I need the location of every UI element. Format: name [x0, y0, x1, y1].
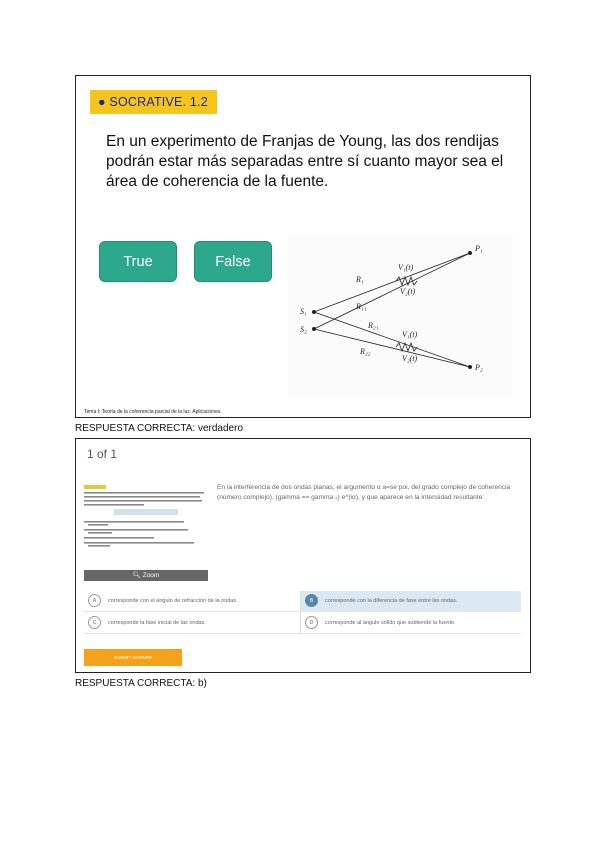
option-d-text: corresponde al ángulo sólido que subtiende la fuente.: [325, 620, 456, 626]
option-b-letter: B: [305, 594, 318, 607]
point-p1: [468, 251, 472, 255]
correct-answer-2: RESPUESTA CORRECTA: b): [75, 678, 207, 689]
option-c[interactable]: [84, 613, 299, 633]
slide-question: En un experimento de Franjas de Young, las dos rendijas podrán estar más separadas entre sí cuanto mayor sea el área de coherencia de la fuente.: [106, 133, 504, 190]
submit-answer-button[interactable]: SUBMIT ANSWER: [84, 649, 182, 666]
label-s2: S₂: [300, 325, 307, 334]
young-experiment-diagram: [288, 236, 513, 396]
option-a-letter: A: [88, 594, 101, 607]
zoom-label: Zoom: [142, 572, 160, 579]
label-r11: R₁₁: [356, 302, 367, 311]
question-thumbnail[interactable]: [84, 483, 208, 565]
diagram-background: [288, 236, 513, 396]
options-divider-1: [84, 611, 521, 612]
label-v1t: V₁(t): [398, 263, 414, 272]
option-b-text: corresponde con la diferencia de fase entre las ondas.: [325, 598, 458, 604]
correct-answer-1: RESPUESTA CORRECTA: verdadero: [75, 423, 244, 434]
option-a-text: corresponde con el ángulo de refracción de la ondas.: [108, 598, 238, 604]
label-p2: P₂: [475, 363, 483, 372]
options-divider-2: [84, 633, 521, 634]
label-s1: S₁: [300, 307, 307, 316]
quiz-screenshot: [75, 438, 531, 673]
option-c-letter: C: [88, 616, 101, 629]
thumbnail-formula: [114, 509, 178, 515]
source-s1: [312, 310, 316, 314]
label-p1: P₁: [475, 244, 483, 253]
magnifier-icon: 🔍︎: [132, 572, 141, 579]
option-b[interactable]: [301, 591, 521, 611]
socrative-tag: ● SOCRATIVE. 1.2: [90, 90, 217, 114]
label-r21: R₂₁: [368, 321, 379, 330]
page-counter: 1 of 1: [87, 447, 118, 461]
thumbnail-highlight: [84, 485, 106, 489]
source-s2: [312, 327, 316, 331]
option-c-text: corresponde la fase inicial de las ondas.: [108, 620, 206, 626]
label-v1t-lower: V₁(t): [402, 330, 418, 339]
false-button[interactable]: False: [194, 241, 272, 282]
label-r22: R₂₂: [360, 347, 371, 356]
option-d[interactable]: [301, 613, 521, 633]
label-v2t-lower: V₂(t): [402, 354, 418, 363]
label-r1: R₁: [356, 275, 364, 284]
true-button[interactable]: True: [99, 241, 177, 282]
option-d-letter: D: [305, 616, 318, 629]
slide-footer: Tema I: Teoría de la coherencia parcial de la luz. Aplicaciones.: [84, 409, 222, 415]
point-p2: [468, 365, 472, 369]
quiz-question: En la interferencia de dos ondas planas, el argumento α a=se poi, del grado complejo de coherencia (número complejo), (gamma == gamma ₂) e^(iα), y que aparece en la intensidad resultante:: [217, 484, 511, 501]
slide-frame: [75, 75, 531, 418]
label-v2t: V₂(t): [400, 287, 416, 296]
zoom-button[interactable]: [84, 570, 208, 581]
option-a[interactable]: [84, 591, 299, 611]
